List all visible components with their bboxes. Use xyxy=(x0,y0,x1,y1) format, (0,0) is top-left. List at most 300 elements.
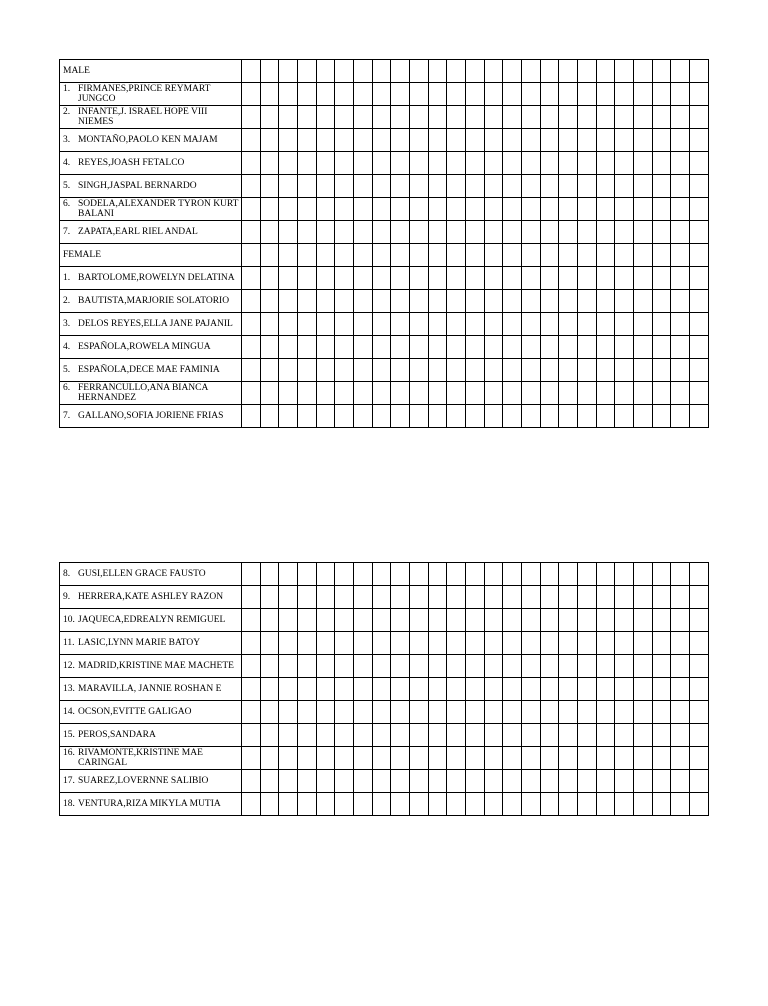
checkbox-cell[interactable] xyxy=(391,678,410,701)
checkbox-cell[interactable] xyxy=(260,405,279,428)
checkbox-cell[interactable] xyxy=(634,724,653,747)
checkbox-cell[interactable] xyxy=(690,586,709,609)
checkbox-cell[interactable] xyxy=(540,290,559,313)
checkbox-cell[interactable] xyxy=(410,152,429,175)
checkbox-cell[interactable] xyxy=(484,267,503,290)
checkbox-cell[interactable] xyxy=(260,586,279,609)
checkbox-cell[interactable] xyxy=(559,129,578,152)
checkbox-cell[interactable] xyxy=(634,770,653,793)
checkbox-cell[interactable] xyxy=(354,244,373,267)
checkbox-cell[interactable] xyxy=(279,586,298,609)
checkbox-cell[interactable] xyxy=(503,678,522,701)
checkbox-cell[interactable] xyxy=(298,198,317,221)
checkbox-cell[interactable] xyxy=(428,175,447,198)
checkbox-cell[interactable] xyxy=(484,678,503,701)
checkbox-cell[interactable] xyxy=(260,632,279,655)
checkbox-cell[interactable] xyxy=(391,221,410,244)
checkbox-cell[interactable] xyxy=(316,563,335,586)
checkbox-cell[interactable] xyxy=(279,106,298,129)
checkbox-cell[interactable] xyxy=(540,152,559,175)
checkbox-cell[interactable] xyxy=(316,336,335,359)
checkbox-cell[interactable] xyxy=(466,563,485,586)
checkbox-cell[interactable] xyxy=(634,267,653,290)
checkbox-cell[interactable] xyxy=(652,198,671,221)
checkbox-cell[interactable] xyxy=(559,83,578,106)
checkbox-cell[interactable] xyxy=(279,60,298,83)
checkbox-cell[interactable] xyxy=(391,770,410,793)
checkbox-cell[interactable] xyxy=(466,793,485,816)
checkbox-cell[interactable] xyxy=(503,336,522,359)
checkbox-cell[interactable] xyxy=(372,724,391,747)
checkbox-cell[interactable] xyxy=(335,83,354,106)
checkbox-cell[interactable] xyxy=(316,106,335,129)
checkbox-cell[interactable] xyxy=(428,563,447,586)
checkbox-cell[interactable] xyxy=(652,382,671,405)
checkbox-cell[interactable] xyxy=(316,793,335,816)
checkbox-cell[interactable] xyxy=(354,632,373,655)
checkbox-cell[interactable] xyxy=(634,563,653,586)
checkbox-cell[interactable] xyxy=(615,290,634,313)
checkbox-cell[interactable] xyxy=(503,106,522,129)
checkbox-cell[interactable] xyxy=(596,747,615,770)
checkbox-cell[interactable] xyxy=(671,747,690,770)
checkbox-cell[interactable] xyxy=(242,290,261,313)
checkbox-cell[interactable] xyxy=(578,563,597,586)
checkbox-cell[interactable] xyxy=(690,244,709,267)
checkbox-cell[interactable] xyxy=(428,701,447,724)
checkbox-cell[interactable] xyxy=(391,83,410,106)
checkbox-cell[interactable] xyxy=(540,198,559,221)
checkbox-cell[interactable] xyxy=(559,336,578,359)
checkbox-cell[interactable] xyxy=(596,221,615,244)
checkbox-cell[interactable] xyxy=(335,678,354,701)
checkbox-cell[interactable] xyxy=(428,152,447,175)
checkbox-cell[interactable] xyxy=(503,359,522,382)
checkbox-cell[interactable] xyxy=(615,60,634,83)
checkbox-cell[interactable] xyxy=(671,655,690,678)
checkbox-cell[interactable] xyxy=(447,770,466,793)
checkbox-cell[interactable] xyxy=(298,563,317,586)
checkbox-cell[interactable] xyxy=(634,175,653,198)
checkbox-cell[interactable] xyxy=(484,747,503,770)
checkbox-cell[interactable] xyxy=(578,586,597,609)
checkbox-cell[interactable] xyxy=(447,267,466,290)
checkbox-cell[interactable] xyxy=(372,563,391,586)
checkbox-cell[interactable] xyxy=(316,609,335,632)
checkbox-cell[interactable] xyxy=(484,83,503,106)
checkbox-cell[interactable] xyxy=(279,221,298,244)
checkbox-cell[interactable] xyxy=(466,60,485,83)
checkbox-cell[interactable] xyxy=(316,770,335,793)
checkbox-cell[interactable] xyxy=(503,175,522,198)
checkbox-cell[interactable] xyxy=(428,770,447,793)
checkbox-cell[interactable] xyxy=(279,244,298,267)
checkbox-cell[interactable] xyxy=(690,221,709,244)
checkbox-cell[interactable] xyxy=(335,586,354,609)
checkbox-cell[interactable] xyxy=(484,313,503,336)
checkbox-cell[interactable] xyxy=(428,60,447,83)
checkbox-cell[interactable] xyxy=(652,175,671,198)
checkbox-cell[interactable] xyxy=(559,563,578,586)
checkbox-cell[interactable] xyxy=(316,175,335,198)
checkbox-cell[interactable] xyxy=(260,60,279,83)
checkbox-cell[interactable] xyxy=(372,221,391,244)
checkbox-cell[interactable] xyxy=(428,655,447,678)
checkbox-cell[interactable] xyxy=(391,632,410,655)
checkbox-cell[interactable] xyxy=(354,198,373,221)
checkbox-cell[interactable] xyxy=(559,60,578,83)
checkbox-cell[interactable] xyxy=(242,198,261,221)
checkbox-cell[interactable] xyxy=(540,563,559,586)
checkbox-cell[interactable] xyxy=(634,701,653,724)
checkbox-cell[interactable] xyxy=(652,563,671,586)
checkbox-cell[interactable] xyxy=(615,678,634,701)
checkbox-cell[interactable] xyxy=(484,724,503,747)
checkbox-cell[interactable] xyxy=(484,586,503,609)
checkbox-cell[interactable] xyxy=(484,60,503,83)
checkbox-cell[interactable] xyxy=(354,267,373,290)
checkbox-cell[interactable] xyxy=(634,609,653,632)
checkbox-cell[interactable] xyxy=(540,359,559,382)
checkbox-cell[interactable] xyxy=(242,175,261,198)
checkbox-cell[interactable] xyxy=(372,106,391,129)
checkbox-cell[interactable] xyxy=(615,221,634,244)
checkbox-cell[interactable] xyxy=(540,336,559,359)
checkbox-cell[interactable] xyxy=(279,83,298,106)
checkbox-cell[interactable] xyxy=(335,747,354,770)
checkbox-cell[interactable] xyxy=(671,724,690,747)
checkbox-cell[interactable] xyxy=(335,405,354,428)
checkbox-cell[interactable] xyxy=(559,313,578,336)
checkbox-cell[interactable] xyxy=(372,678,391,701)
checkbox-cell[interactable] xyxy=(466,152,485,175)
checkbox-cell[interactable] xyxy=(634,129,653,152)
checkbox-cell[interactable] xyxy=(578,60,597,83)
checkbox-cell[interactable] xyxy=(242,563,261,586)
checkbox-cell[interactable] xyxy=(316,747,335,770)
checkbox-cell[interactable] xyxy=(652,747,671,770)
checkbox-cell[interactable] xyxy=(298,106,317,129)
checkbox-cell[interactable] xyxy=(372,83,391,106)
checkbox-cell[interactable] xyxy=(279,359,298,382)
checkbox-cell[interactable] xyxy=(540,770,559,793)
checkbox-cell[interactable] xyxy=(298,586,317,609)
checkbox-cell[interactable] xyxy=(410,678,429,701)
checkbox-cell[interactable] xyxy=(503,586,522,609)
checkbox-cell[interactable] xyxy=(354,60,373,83)
checkbox-cell[interactable] xyxy=(559,359,578,382)
checkbox-cell[interactable] xyxy=(484,244,503,267)
checkbox-cell[interactable] xyxy=(596,290,615,313)
checkbox-cell[interactable] xyxy=(578,632,597,655)
checkbox-cell[interactable] xyxy=(391,405,410,428)
checkbox-cell[interactable] xyxy=(503,405,522,428)
checkbox-cell[interactable] xyxy=(559,678,578,701)
checkbox-cell[interactable] xyxy=(484,382,503,405)
checkbox-cell[interactable] xyxy=(596,701,615,724)
checkbox-cell[interactable] xyxy=(578,405,597,428)
checkbox-cell[interactable] xyxy=(316,129,335,152)
checkbox-cell[interactable] xyxy=(354,382,373,405)
checkbox-cell[interactable] xyxy=(428,793,447,816)
checkbox-cell[interactable] xyxy=(410,632,429,655)
checkbox-cell[interactable] xyxy=(559,382,578,405)
checkbox-cell[interactable] xyxy=(372,770,391,793)
checkbox-cell[interactable] xyxy=(484,632,503,655)
checkbox-cell[interactable] xyxy=(596,106,615,129)
checkbox-cell[interactable] xyxy=(615,724,634,747)
checkbox-cell[interactable] xyxy=(522,129,541,152)
checkbox-cell[interactable] xyxy=(578,655,597,678)
checkbox-cell[interactable] xyxy=(391,724,410,747)
checkbox-cell[interactable] xyxy=(540,405,559,428)
checkbox-cell[interactable] xyxy=(298,678,317,701)
checkbox-cell[interactable] xyxy=(578,770,597,793)
checkbox-cell[interactable] xyxy=(391,129,410,152)
checkbox-cell[interactable] xyxy=(279,701,298,724)
checkbox-cell[interactable] xyxy=(298,724,317,747)
checkbox-cell[interactable] xyxy=(410,609,429,632)
checkbox-cell[interactable] xyxy=(466,655,485,678)
checkbox-cell[interactable] xyxy=(279,632,298,655)
checkbox-cell[interactable] xyxy=(335,336,354,359)
checkbox-cell[interactable] xyxy=(279,563,298,586)
checkbox-cell[interactable] xyxy=(652,632,671,655)
checkbox-cell[interactable] xyxy=(410,198,429,221)
checkbox-cell[interactable] xyxy=(671,405,690,428)
checkbox-cell[interactable] xyxy=(559,770,578,793)
checkbox-cell[interactable] xyxy=(260,244,279,267)
checkbox-cell[interactable] xyxy=(447,793,466,816)
checkbox-cell[interactable] xyxy=(615,405,634,428)
checkbox-cell[interactable] xyxy=(410,83,429,106)
checkbox-cell[interactable] xyxy=(484,793,503,816)
checkbox-cell[interactable] xyxy=(391,586,410,609)
checkbox-cell[interactable] xyxy=(335,221,354,244)
checkbox-cell[interactable] xyxy=(260,83,279,106)
checkbox-cell[interactable] xyxy=(596,244,615,267)
checkbox-cell[interactable] xyxy=(596,336,615,359)
checkbox-cell[interactable] xyxy=(466,770,485,793)
checkbox-cell[interactable] xyxy=(503,747,522,770)
checkbox-cell[interactable] xyxy=(298,609,317,632)
checkbox-cell[interactable] xyxy=(447,678,466,701)
checkbox-cell[interactable] xyxy=(428,106,447,129)
checkbox-cell[interactable] xyxy=(391,609,410,632)
checkbox-cell[interactable] xyxy=(503,244,522,267)
checkbox-cell[interactable] xyxy=(242,701,261,724)
checkbox-cell[interactable] xyxy=(335,244,354,267)
checkbox-cell[interactable] xyxy=(428,313,447,336)
checkbox-cell[interactable] xyxy=(652,60,671,83)
checkbox-cell[interactable] xyxy=(260,129,279,152)
checkbox-cell[interactable] xyxy=(428,586,447,609)
checkbox-cell[interactable] xyxy=(354,152,373,175)
checkbox-cell[interactable] xyxy=(559,244,578,267)
checkbox-cell[interactable] xyxy=(466,405,485,428)
checkbox-cell[interactable] xyxy=(372,793,391,816)
checkbox-cell[interactable] xyxy=(298,632,317,655)
checkbox-cell[interactable] xyxy=(466,632,485,655)
checkbox-cell[interactable] xyxy=(354,586,373,609)
checkbox-cell[interactable] xyxy=(559,609,578,632)
checkbox-cell[interactable] xyxy=(260,175,279,198)
checkbox-cell[interactable] xyxy=(242,405,261,428)
checkbox-cell[interactable] xyxy=(522,609,541,632)
checkbox-cell[interactable] xyxy=(447,198,466,221)
checkbox-cell[interactable] xyxy=(559,290,578,313)
checkbox-cell[interactable] xyxy=(335,609,354,632)
checkbox-cell[interactable] xyxy=(652,655,671,678)
checkbox-cell[interactable] xyxy=(316,198,335,221)
checkbox-cell[interactable] xyxy=(298,359,317,382)
checkbox-cell[interactable] xyxy=(671,359,690,382)
checkbox-cell[interactable] xyxy=(596,655,615,678)
checkbox-cell[interactable] xyxy=(690,382,709,405)
checkbox-cell[interactable] xyxy=(634,632,653,655)
checkbox-cell[interactable] xyxy=(503,770,522,793)
checkbox-cell[interactable] xyxy=(671,83,690,106)
checkbox-cell[interactable] xyxy=(260,678,279,701)
checkbox-cell[interactable] xyxy=(615,632,634,655)
checkbox-cell[interactable] xyxy=(391,60,410,83)
checkbox-cell[interactable] xyxy=(596,632,615,655)
checkbox-cell[interactable] xyxy=(279,175,298,198)
checkbox-cell[interactable] xyxy=(671,175,690,198)
checkbox-cell[interactable] xyxy=(447,359,466,382)
checkbox-cell[interactable] xyxy=(372,129,391,152)
checkbox-cell[interactable] xyxy=(298,701,317,724)
checkbox-cell[interactable] xyxy=(503,655,522,678)
checkbox-cell[interactable] xyxy=(466,724,485,747)
checkbox-cell[interactable] xyxy=(428,747,447,770)
checkbox-cell[interactable] xyxy=(522,724,541,747)
checkbox-cell[interactable] xyxy=(559,724,578,747)
checkbox-cell[interactable] xyxy=(690,609,709,632)
checkbox-cell[interactable] xyxy=(522,175,541,198)
checkbox-cell[interactable] xyxy=(652,290,671,313)
checkbox-cell[interactable] xyxy=(671,770,690,793)
checkbox-cell[interactable] xyxy=(522,83,541,106)
checkbox-cell[interactable] xyxy=(428,632,447,655)
checkbox-cell[interactable] xyxy=(335,60,354,83)
checkbox-cell[interactable] xyxy=(540,221,559,244)
checkbox-cell[interactable] xyxy=(690,129,709,152)
checkbox-cell[interactable] xyxy=(690,313,709,336)
checkbox-cell[interactable] xyxy=(522,60,541,83)
checkbox-cell[interactable] xyxy=(615,175,634,198)
checkbox-cell[interactable] xyxy=(615,609,634,632)
checkbox-cell[interactable] xyxy=(391,175,410,198)
checkbox-cell[interactable] xyxy=(316,244,335,267)
checkbox-cell[interactable] xyxy=(298,129,317,152)
checkbox-cell[interactable] xyxy=(484,175,503,198)
checkbox-cell[interactable] xyxy=(634,405,653,428)
checkbox-cell[interactable] xyxy=(316,655,335,678)
checkbox-cell[interactable] xyxy=(260,359,279,382)
checkbox-cell[interactable] xyxy=(634,290,653,313)
checkbox-cell[interactable] xyxy=(522,793,541,816)
checkbox-cell[interactable] xyxy=(242,83,261,106)
checkbox-cell[interactable] xyxy=(596,678,615,701)
checkbox-cell[interactable] xyxy=(410,770,429,793)
checkbox-cell[interactable] xyxy=(671,106,690,129)
checkbox-cell[interactable] xyxy=(410,244,429,267)
checkbox-cell[interactable] xyxy=(447,405,466,428)
checkbox-cell[interactable] xyxy=(298,770,317,793)
checkbox-cell[interactable] xyxy=(540,655,559,678)
checkbox-cell[interactable] xyxy=(354,793,373,816)
checkbox-cell[interactable] xyxy=(596,770,615,793)
checkbox-cell[interactable] xyxy=(634,655,653,678)
checkbox-cell[interactable] xyxy=(634,586,653,609)
checkbox-cell[interactable] xyxy=(242,129,261,152)
checkbox-cell[interactable] xyxy=(484,405,503,428)
checkbox-cell[interactable] xyxy=(466,313,485,336)
checkbox-cell[interactable] xyxy=(316,632,335,655)
checkbox-cell[interactable] xyxy=(447,701,466,724)
checkbox-cell[interactable] xyxy=(559,106,578,129)
checkbox-cell[interactable] xyxy=(410,313,429,336)
checkbox-cell[interactable] xyxy=(578,313,597,336)
checkbox-cell[interactable] xyxy=(372,290,391,313)
checkbox-cell[interactable] xyxy=(690,152,709,175)
checkbox-cell[interactable] xyxy=(634,382,653,405)
checkbox-cell[interactable] xyxy=(447,290,466,313)
checkbox-cell[interactable] xyxy=(615,267,634,290)
checkbox-cell[interactable] xyxy=(372,244,391,267)
checkbox-cell[interactable] xyxy=(522,701,541,724)
checkbox-cell[interactable] xyxy=(671,313,690,336)
checkbox-cell[interactable] xyxy=(484,336,503,359)
checkbox-cell[interactable] xyxy=(242,747,261,770)
checkbox-cell[interactable] xyxy=(503,83,522,106)
checkbox-cell[interactable] xyxy=(652,724,671,747)
checkbox-cell[interactable] xyxy=(503,382,522,405)
checkbox-cell[interactable] xyxy=(279,290,298,313)
checkbox-cell[interactable] xyxy=(559,152,578,175)
checkbox-cell[interactable] xyxy=(410,336,429,359)
checkbox-cell[interactable] xyxy=(354,175,373,198)
checkbox-cell[interactable] xyxy=(372,313,391,336)
checkbox-cell[interactable] xyxy=(447,609,466,632)
checkbox-cell[interactable] xyxy=(391,382,410,405)
checkbox-cell[interactable] xyxy=(671,129,690,152)
checkbox-cell[interactable] xyxy=(354,290,373,313)
checkbox-cell[interactable] xyxy=(540,632,559,655)
checkbox-cell[interactable] xyxy=(372,405,391,428)
checkbox-cell[interactable] xyxy=(316,60,335,83)
checkbox-cell[interactable] xyxy=(596,586,615,609)
checkbox-cell[interactable] xyxy=(596,313,615,336)
checkbox-cell[interactable] xyxy=(540,586,559,609)
checkbox-cell[interactable] xyxy=(372,152,391,175)
checkbox-cell[interactable] xyxy=(372,747,391,770)
checkbox-cell[interactable] xyxy=(484,655,503,678)
checkbox-cell[interactable] xyxy=(578,793,597,816)
checkbox-cell[interactable] xyxy=(410,221,429,244)
checkbox-cell[interactable] xyxy=(279,382,298,405)
checkbox-cell[interactable] xyxy=(428,83,447,106)
checkbox-cell[interactable] xyxy=(634,60,653,83)
checkbox-cell[interactable] xyxy=(354,563,373,586)
checkbox-cell[interactable] xyxy=(690,198,709,221)
checkbox-cell[interactable] xyxy=(410,267,429,290)
checkbox-cell[interactable] xyxy=(615,655,634,678)
checkbox-cell[interactable] xyxy=(466,678,485,701)
checkbox-cell[interactable] xyxy=(671,678,690,701)
checkbox-cell[interactable] xyxy=(503,313,522,336)
